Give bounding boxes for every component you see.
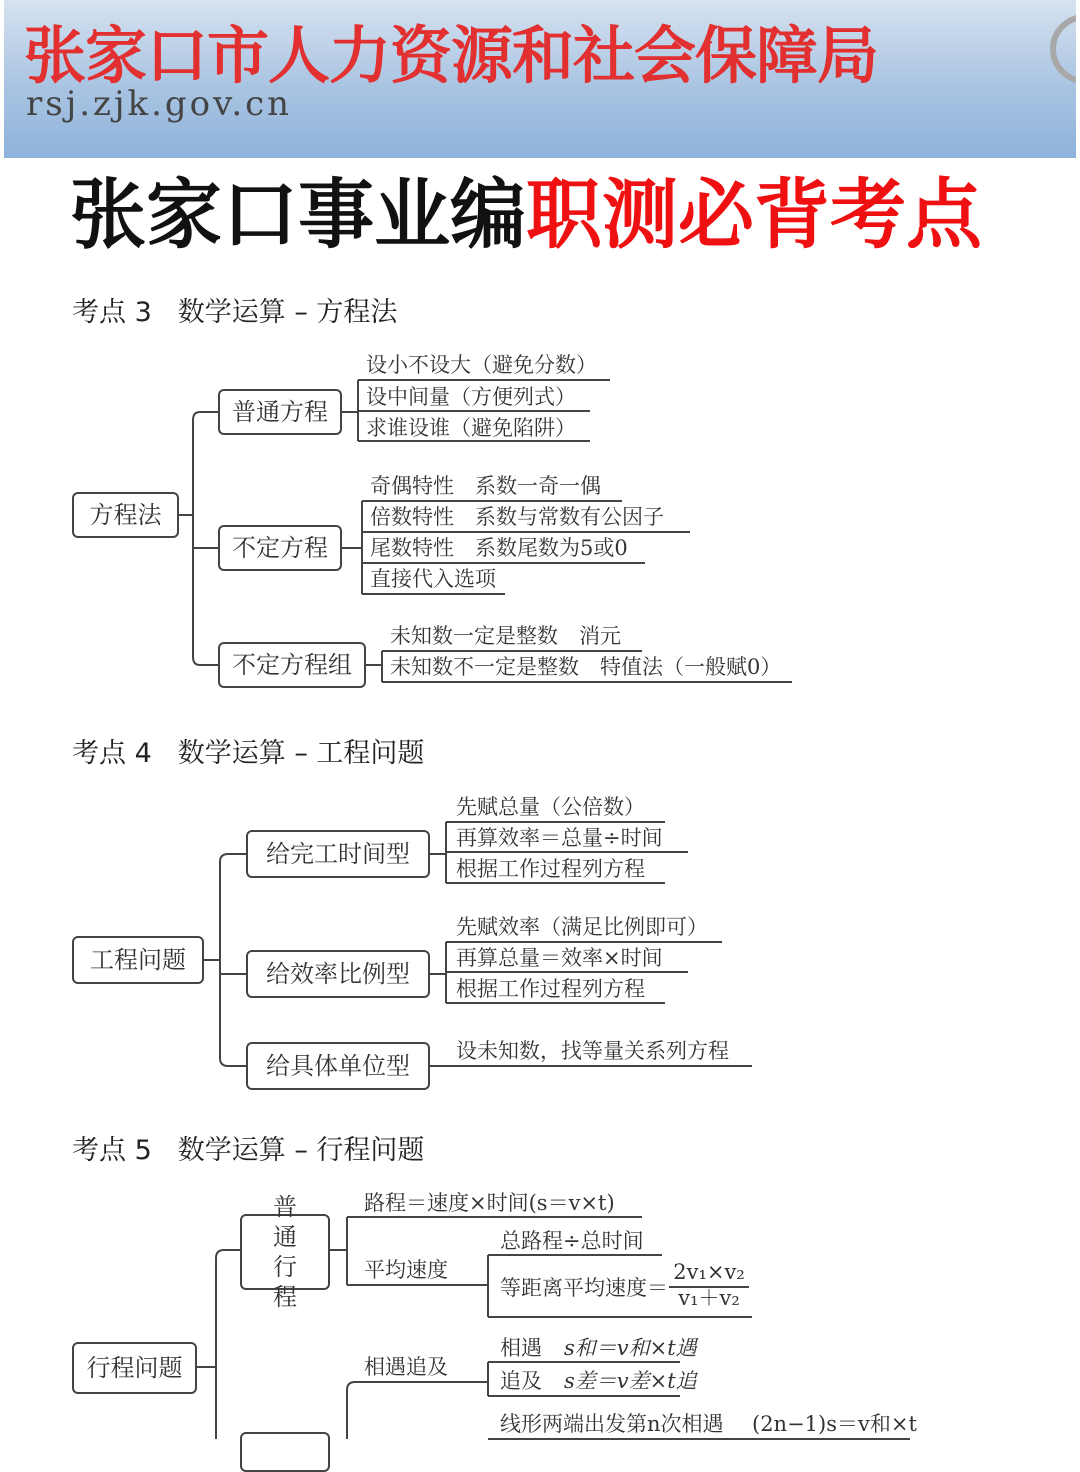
branch-node: 不定方程	[218, 525, 342, 571]
leaf-label: 直接代入选项	[370, 567, 496, 591]
page-title-prefix: 张家口事业编	[70, 170, 526, 259]
branch-node: 普通行程	[240, 1214, 330, 1290]
leaf-label: 倍数特性 系数与常数有公因子	[370, 505, 664, 529]
formula-label: (2n−1)s＝v和×t	[752, 1412, 917, 1436]
leaf-label: 线形两端出发第n次相遇	[500, 1412, 724, 1436]
section-heading-4	[72, 731, 424, 770]
section-number: 考点 4	[72, 738, 152, 769]
leaf-label: 奇偶特性 系数一奇一偶	[370, 474, 601, 498]
branch-node: 给具体单位型	[246, 1042, 430, 1090]
leaf-label: 设小不设大（避免分数）	[366, 353, 597, 377]
section-title: 数学运算 – 方程法	[177, 297, 398, 328]
formula-label: s差＝v差×t追	[564, 1369, 697, 1393]
section-number: 考点 5	[72, 1135, 152, 1166]
fraction	[673, 1259, 745, 1311]
section-title: 数学运算 – 行程问题	[177, 1135, 425, 1166]
branch-node: 给完工时间型	[246, 830, 430, 878]
root-node: 方程法	[72, 492, 179, 538]
fraction-numerator: 2v₁×v₂	[673, 1260, 745, 1284]
leaf-label: 再算总量＝效率×时间	[456, 946, 663, 970]
fraction-denominator: v₁＋v₂	[678, 1286, 740, 1310]
root-node: 工程问题	[72, 936, 204, 984]
leaf-label: 未知数一定是整数 消元	[390, 624, 621, 648]
branch-node: 给效率比例型	[246, 950, 430, 998]
section-heading-5	[72, 1128, 424, 1167]
leaf-label: 等距离平均速度＝	[500, 1276, 668, 1300]
leaf-label: 再算效率＝总量÷时间	[456, 826, 663, 850]
leaf-label: 先赋效率（满足比例即可）	[456, 915, 708, 939]
root-node: 行程问题	[72, 1342, 197, 1394]
leaf-label: 根据工作过程列方程	[456, 857, 645, 881]
leaf-label: 追及	[500, 1369, 542, 1393]
banner-url: rsj.zjk.gov.cn	[26, 84, 293, 124]
leaf-label: 总路程÷总时间	[500, 1229, 644, 1253]
leaf-label: 相遇追及	[364, 1355, 448, 1379]
section-title: 数学运算 – 工程问题	[177, 738, 425, 769]
branch-node: 普通方程	[218, 389, 342, 435]
leaf-label: 设中间量（方便列式）	[366, 385, 576, 409]
branch-node-partial	[240, 1432, 330, 1472]
section-number: 考点 3	[72, 297, 152, 328]
page-title-highlight: 职测必背考点	[526, 170, 982, 259]
formula-label: s和＝v和×t遇	[564, 1336, 697, 1360]
branch-node: 不定方程组	[218, 642, 366, 688]
leaf-label: 路程＝速度×时间(s＝v×t)	[364, 1191, 615, 1215]
banner-title: 张家口市人力资源和社会保障局	[24, 19, 879, 92]
leaf-label: 相遇	[500, 1336, 542, 1360]
leaf-label: 求谁设谁（避免陷阱）	[366, 416, 576, 440]
leaf-label: 尾数特性 系数尾数为5或0	[370, 536, 628, 560]
leaf-label: 设未知数，找等量关系列方程	[456, 1039, 729, 1063]
leaf-label: 先赋总量（公倍数）	[456, 795, 645, 819]
leaf-label: 未知数不一定是整数 特值法（一般赋0）	[390, 655, 782, 679]
leaf-label: 平均速度	[364, 1258, 448, 1282]
section-heading-3	[72, 290, 397, 329]
leaf-label: 根据工作过程列方程	[456, 977, 645, 1001]
